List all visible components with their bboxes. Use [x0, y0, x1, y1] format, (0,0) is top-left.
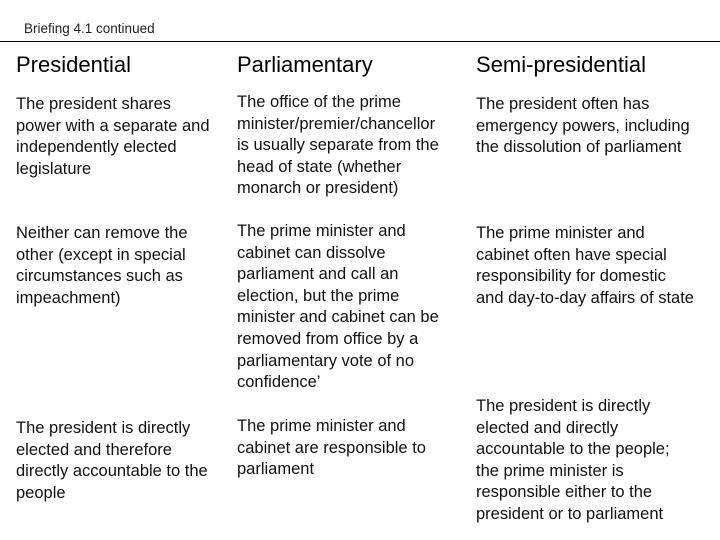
- row1-semi-presidential-cell: The president often has emergency powers, including the dissolution of parliament: [476, 95, 690, 157]
- row3-parliamentary-cell: The prime minister and cabinet are responsible to parliament: [237, 417, 426, 479]
- row2-semi-presidential-cell: The prime minister and cabinet often have special responsibility for domestic and day-to-day affairs of state: [476, 224, 694, 307]
- row1-presidential-cell: The president shares power with a separate and independently elected legislature: [16, 95, 210, 178]
- column-header-semi-presidential: Semi-presidential: [476, 52, 646, 77]
- row2-presidential-cell: Neither can remove the other (except in special circumstances such as impeachment): [16, 224, 188, 307]
- column-header-presidential: Presidential: [16, 52, 131, 77]
- row2-parliamentary-cell: The prime minister and cabinet can dissolve parliament and call an election, but the prime minister and cabinet can be removed from office by a parliamentary vote of no confidence’: [237, 222, 439, 392]
- header-divider: [0, 41, 720, 42]
- row3-presidential-cell: The president is directly elected and therefore directly accountable to the people: [16, 419, 208, 502]
- briefing-caption: Briefing 4.1 continued: [24, 21, 155, 36]
- row3-semi-presidential-cell: The president is directly elected and directly accountable to the people; the prime minister is responsible either to the president or to parliament: [476, 397, 670, 523]
- row1-parliamentary-cell: The office of the prime minister/premier/chancellor is usually separate from the head of state (whether monarch or president): [237, 93, 439, 198]
- column-header-parliamentary: Parliamentary: [237, 52, 373, 77]
